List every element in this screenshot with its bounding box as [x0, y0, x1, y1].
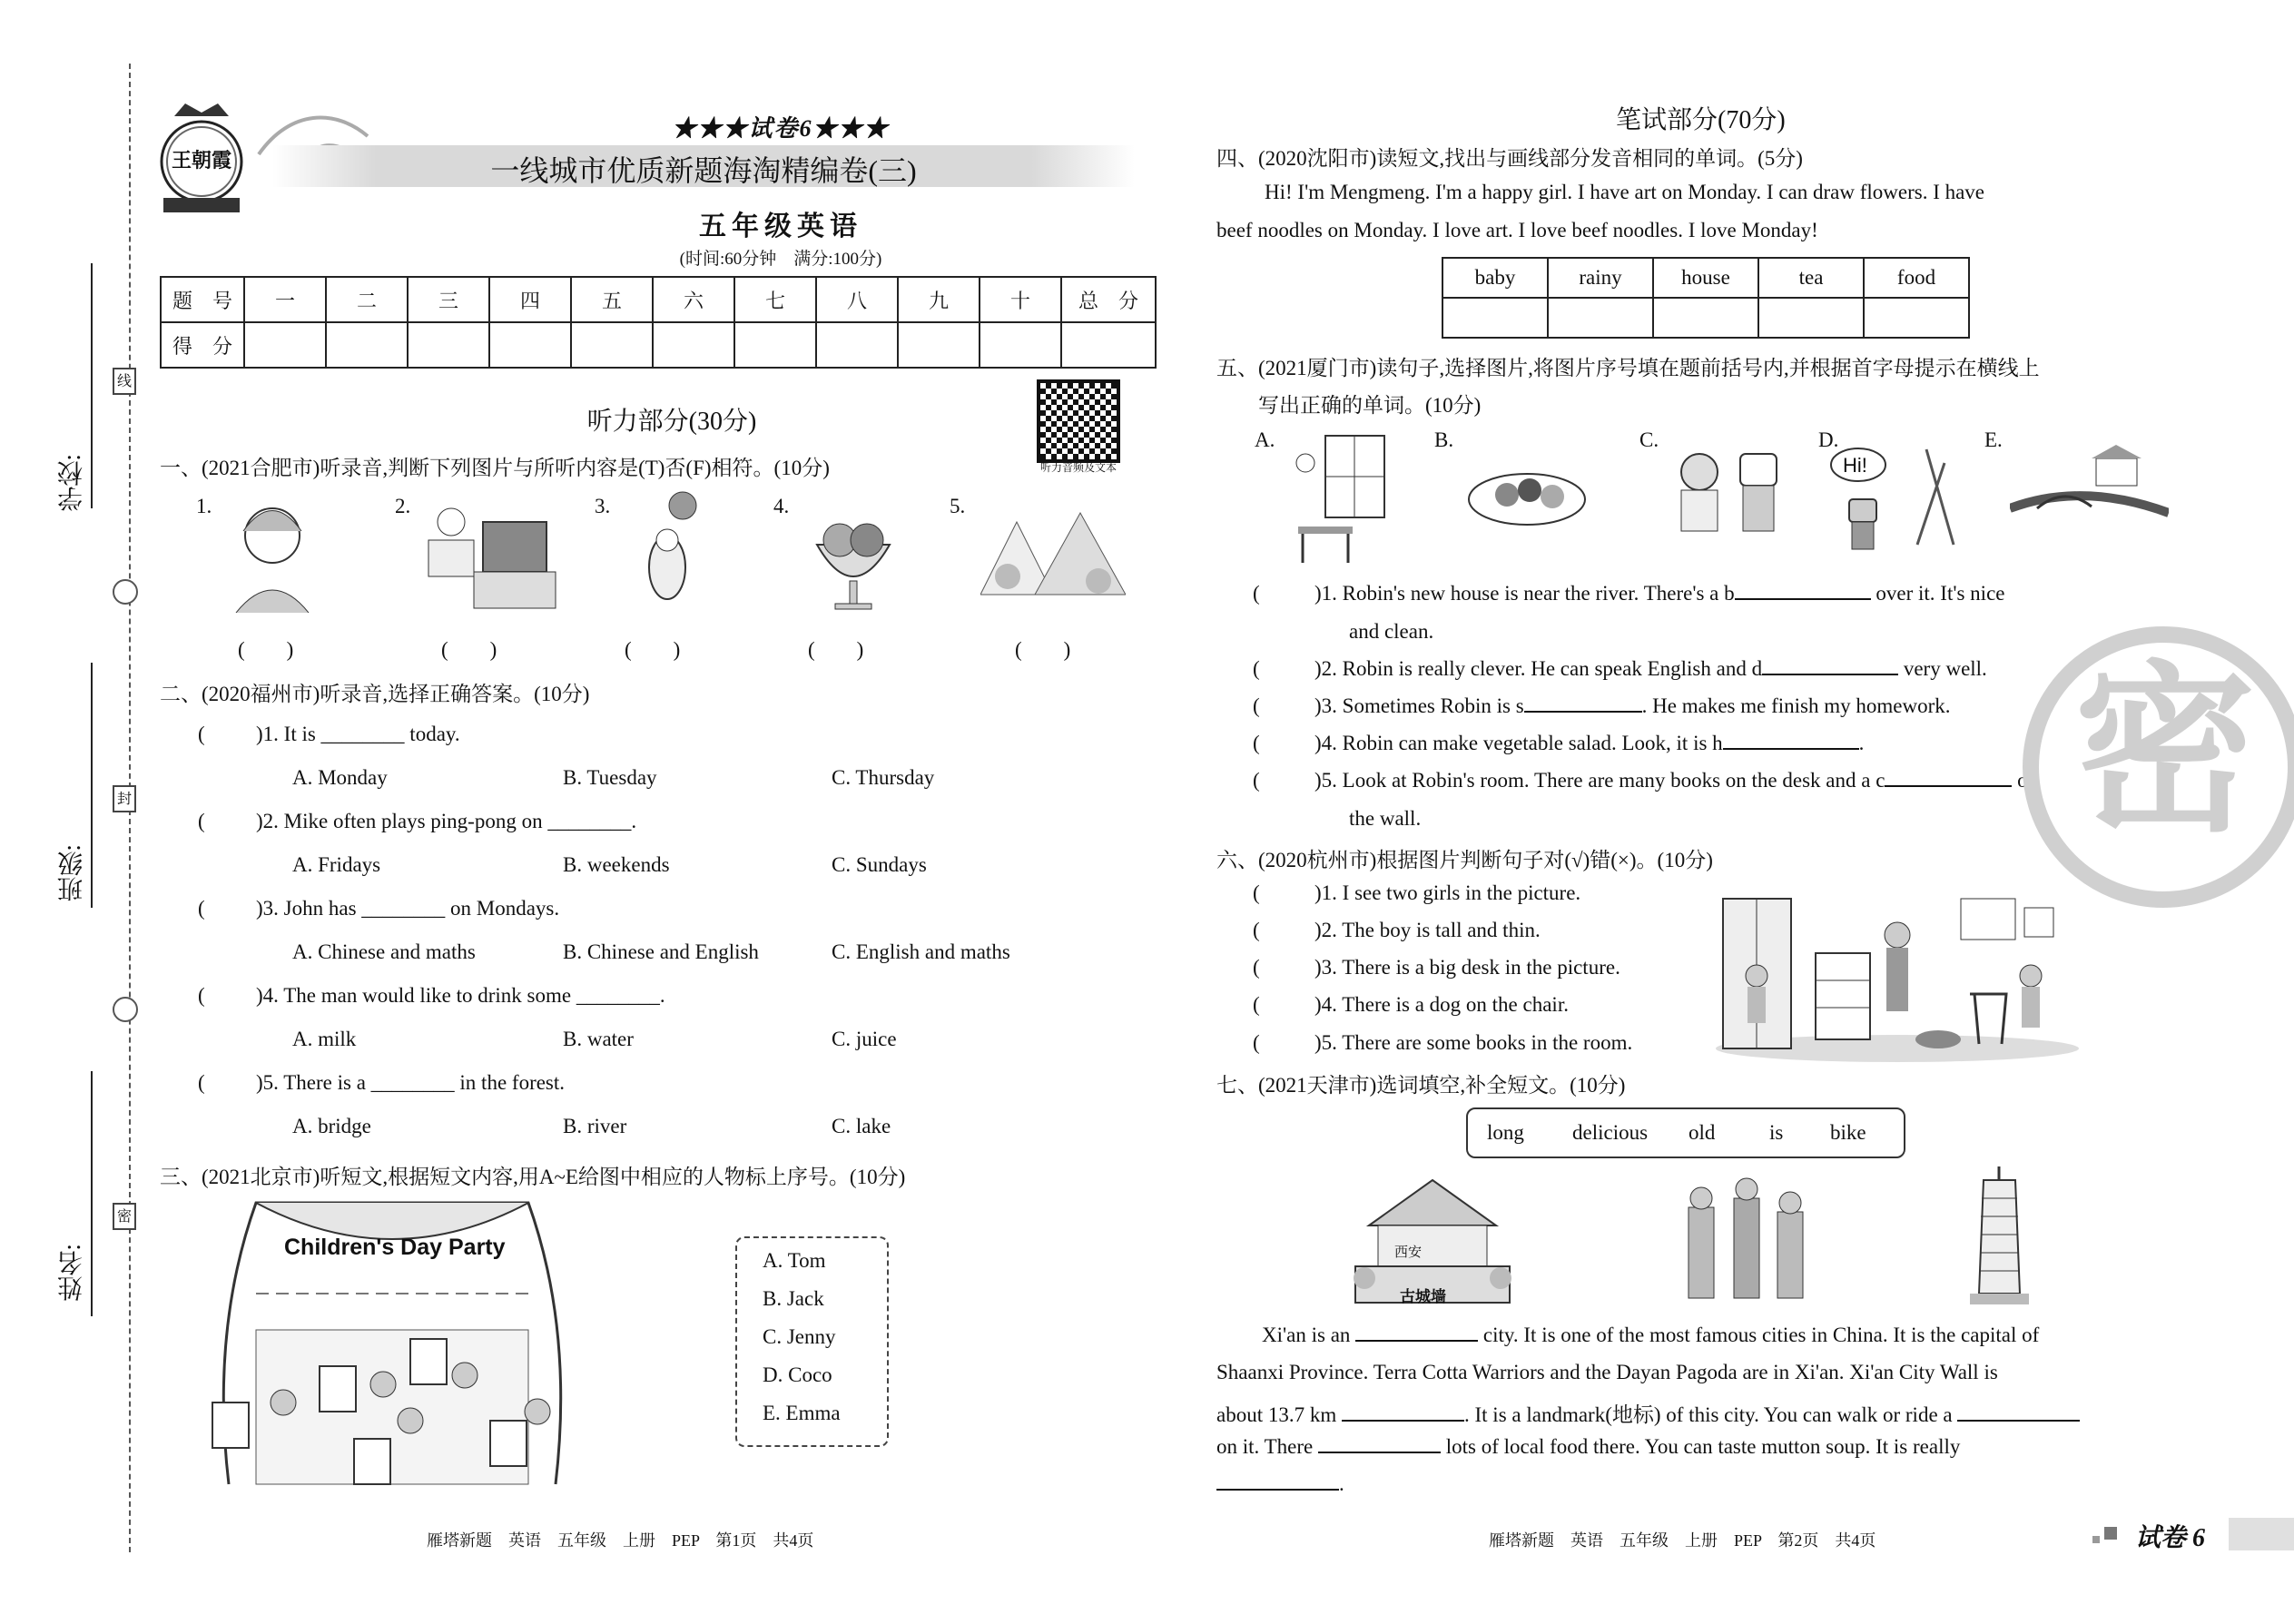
s3-name-option: D. Coco: [763, 1363, 832, 1386]
s5-q3-text-b: . He makes me finish my homework.: [1641, 694, 1951, 717]
s5-pic-label: A.: [1255, 428, 1275, 451]
s2-question-3: )3. John has ________ on Mondays.: [256, 897, 560, 920]
terracotta-warriors-picture: [1670, 1171, 1825, 1307]
stamp-char: 密: [2073, 653, 2256, 853]
river-bridge-house-picture: [2010, 445, 2169, 536]
room-with-children-picture: [1716, 894, 2079, 1062]
s2-option-c[interactable]: C. Sundays: [832, 853, 927, 876]
right-page-footer: 雁塔新题 英语 五年级 上册 PEP 第2页 共4页: [1489, 1531, 1876, 1550]
school-line: [91, 263, 93, 508]
s5-question-4: [1314, 732, 1864, 755]
s1-answer-paren[interactable]: ( ): [625, 638, 681, 661]
s6-statement-2: )2. The boy is tall and thin.: [1314, 919, 1541, 941]
hi-speech-bubble: Hi!: [1843, 454, 1867, 477]
word-bank-word: bike: [1830, 1121, 1866, 1144]
s4-word: food: [1864, 258, 1969, 298]
name-label: 姓名:: [58, 1244, 86, 1302]
section1-title: 一、(2021合肥市)听录音,判断下列图片与所听内容是(T)否(F)相符。(10分): [160, 457, 830, 479]
s5-pic-label: C.: [1639, 428, 1659, 451]
s6-open-paren[interactable]: (: [1253, 881, 1260, 904]
s6-open-paren[interactable]: (: [1253, 919, 1260, 941]
s5-q4-text-a: )4. Robin can make vegetable salad. Look, it is h: [1314, 732, 1723, 754]
s3-name-option: C. Jenny: [763, 1325, 836, 1348]
score-header-cell: 二: [326, 277, 408, 322]
s7-text: on it. There: [1216, 1435, 1314, 1458]
s2-option-c[interactable]: C. Thursday: [832, 766, 935, 789]
score-cell[interactable]: [326, 322, 408, 368]
s2-option-a[interactable]: A. Fridays: [292, 853, 381, 876]
section6-title: 六、(2020杭州市)根据图片判断句子对(√)错(×)。(10分): [1216, 849, 1713, 871]
s2-open-paren[interactable]: (: [198, 810, 205, 832]
score-header-cell: 七: [734, 277, 816, 322]
score-cell[interactable]: [489, 322, 571, 368]
s5-q3-text-a: )3. Sometimes Robin is s: [1314, 694, 1524, 717]
s1-num: 4.: [773, 495, 790, 517]
s2-option-a[interactable]: A. milk: [292, 1028, 357, 1050]
s1-num: 1.: [196, 495, 212, 517]
city-wall-sign-bottom: 古城墙: [1400, 1288, 1446, 1305]
s2-option-b[interactable]: B. Chinese and English: [563, 940, 759, 963]
s4-word-table: [1442, 257, 1970, 339]
series-title: 一线城市优质新题海淘精编卷(三): [490, 154, 917, 187]
s5-open-paren[interactable]: (: [1253, 769, 1260, 792]
score-header-cell: 题 号: [161, 277, 244, 322]
corner-decoration: [2104, 1527, 2117, 1540]
s4-answer-cell[interactable]: [1864, 298, 1969, 338]
s2-option-a[interactable]: A. Chinese and maths: [292, 940, 476, 963]
s1-answer-paren[interactable]: ( ): [441, 638, 497, 661]
score-cell[interactable]: [653, 322, 734, 368]
time-info: (时间:60分钟 满分:100分): [679, 250, 882, 269]
s2-open-paren[interactable]: (: [198, 723, 205, 745]
s4-answer-cell[interactable]: [1548, 298, 1653, 338]
s5-pic-label: B.: [1434, 428, 1454, 451]
city-wall-sign-top: 西安: [1394, 1245, 1423, 1260]
ice-cream-sundae-picture: [808, 508, 899, 613]
score-cell[interactable]: [571, 322, 653, 368]
s2-question-4: )4. The man would like to drink some ________.: [256, 984, 665, 1007]
girl-and-robot-picture: [1663, 445, 1790, 536]
s7-answer-blank[interactable]: [1216, 1472, 1339, 1491]
section5-title: 五、(2021厦门市)读句子,选择图片,将图片序号填在题前括号内,并根据首字母提示在横线上: [1216, 357, 2040, 379]
s5-question-3: [1314, 694, 1950, 718]
s4-word: baby: [1442, 258, 1548, 298]
s7-answer-blank[interactable]: [1342, 1403, 1464, 1422]
score-table: [160, 276, 1157, 369]
paper-number: ★★★试卷6★★★: [672, 115, 890, 142]
score-header-cell: 五: [571, 277, 653, 322]
seal-char-feng: 封: [113, 785, 136, 812]
s2-option-b[interactable]: B. weekends: [563, 853, 670, 876]
corner-band: [2229, 1518, 2294, 1550]
score-cell[interactable]: [816, 322, 898, 368]
s3-name-option: A. Tom: [763, 1249, 826, 1272]
s6-open-paren[interactable]: (: [1253, 1031, 1260, 1054]
word-bank-word: delicious: [1572, 1121, 1649, 1144]
score-header-cell: 四: [489, 277, 571, 322]
score-header-cell: 总 分: [1061, 277, 1156, 322]
s5-pic-label: D.: [1818, 428, 1839, 451]
s6-statement-4: )4. There is a dog on the chair.: [1314, 993, 1569, 1016]
s5-q2-text-b: very well.: [1903, 657, 1987, 680]
dayan-pagoda-picture: [1965, 1166, 2033, 1307]
s7-passage-line-1: [1262, 1324, 2039, 1347]
s6-statement-5: )5. There are some books in the room.: [1314, 1031, 1633, 1054]
s3-name-option: E. Emma: [763, 1402, 841, 1424]
score-cell[interactable]: [1061, 322, 1156, 368]
s5-question-5-cont: the wall.: [1349, 807, 1422, 830]
s2-open-paren[interactable]: (: [198, 1071, 205, 1094]
s5-question-1: [1314, 582, 2005, 605]
s5-open-paren[interactable]: (: [1253, 582, 1260, 605]
word-bank-word: long: [1487, 1121, 1524, 1144]
section3-title: 三、(2021北京市)听短文,根据短文内容,用A~E给图中相应的人物标上序号。(10分): [160, 1166, 906, 1188]
s2-option-b[interactable]: B. water: [563, 1028, 634, 1050]
s5-answer-blank[interactable]: [1885, 769, 2012, 787]
s1-answer-paren[interactable]: ( ): [808, 638, 864, 661]
name-line: [91, 1071, 93, 1316]
section2-title: 二、(2020福州市)听录音,选择正确答案。(10分): [160, 683, 590, 705]
score-cell[interactable]: [244, 322, 326, 368]
s2-option-b[interactable]: B. Tuesday: [563, 766, 657, 789]
seal-char-mi: 密: [113, 1203, 136, 1230]
s2-question-1: )1. It is ________ today.: [256, 723, 460, 745]
salad-plate-picture: [1466, 458, 1589, 531]
s5-q1-text-a: )1. Robin's new house is near the river. There's a b: [1314, 582, 1735, 605]
s5-q5-text-b: on: [2017, 769, 2039, 792]
section4-title: 四、(2020沈阳市)读短文,找出与画线部分发音相同的单词。(5分): [1216, 147, 1803, 170]
s7-passage-line-2: Shaanxi Province. Terra Cotta Warriors and the Dayan Pagoda are in Xi'an. Xi'an City Wall is: [1216, 1361, 1998, 1383]
s2-option-c[interactable]: C. English and maths: [832, 940, 1010, 963]
s7-text: . It is a landmark(地标) of this city. You can walk or ride a: [1464, 1403, 1953, 1426]
score-cell[interactable]: [980, 322, 1061, 368]
s2-open-paren[interactable]: (: [198, 984, 205, 1007]
binding-hole-icon: [113, 579, 138, 605]
word-bank-word: old: [1689, 1121, 1716, 1144]
s7-text: about 13.7 km: [1216, 1403, 1337, 1426]
listening-title: 听力部分(30分): [586, 408, 757, 436]
section5-title-cont: 写出正确的单词。(10分): [1258, 394, 1482, 417]
s2-option-c[interactable]: C. juice: [832, 1028, 897, 1050]
s2-question-2: )2. Mike often plays ping-pong on ________.: [256, 810, 637, 832]
s5-open-paren[interactable]: (: [1253, 657, 1260, 680]
s5-answer-blank[interactable]: [1762, 657, 1898, 675]
s1-num: 3.: [595, 495, 611, 517]
s1-answer-paren[interactable]: ( ): [1015, 638, 1071, 661]
s5-answer-blank[interactable]: [1524, 694, 1642, 713]
s4-passage-line: Hi! I'm Mengmeng. I'm a happy girl. I have art on Monday. I can draw flowers. I have: [1265, 181, 1985, 203]
score-cell[interactable]: [898, 322, 980, 368]
s7-answer-blank[interactable]: [1318, 1435, 1441, 1453]
s4-word: rainy: [1548, 258, 1653, 298]
s1-num: 5.: [950, 495, 966, 517]
s5-open-paren[interactable]: (: [1253, 732, 1260, 754]
score-header-cell: 一: [244, 277, 326, 322]
s5-question-1-cont: and clean.: [1349, 620, 1434, 643]
s2-option-a[interactable]: A. bridge: [292, 1115, 371, 1137]
window-room-picture: [1289, 431, 1389, 563]
score-row-label: 得 分: [161, 322, 244, 368]
paper-corner-label: 试卷 6: [2135, 1524, 2206, 1552]
forest-mountain-picture: [980, 504, 1126, 604]
s6-open-paren[interactable]: (: [1253, 993, 1260, 1016]
s7-answer-blank[interactable]: [1355, 1324, 1478, 1342]
s4-passage-line: beef noodles on Monday. I love art. I love beef noodles. I love Monday!: [1216, 219, 1818, 241]
written-part-title: 笔试部分(70分): [1616, 106, 1786, 134]
s7-text: city. It is one of the most famous cities in China. It is the capital of: [1482, 1324, 2040, 1346]
s1-answer-paren[interactable]: ( ): [238, 638, 294, 661]
s5-question-5: [1314, 769, 2038, 792]
party-banner-text: Children's Day Party: [284, 1235, 506, 1260]
s4-word: house: [1653, 258, 1758, 298]
score-header-cell: 八: [816, 277, 898, 322]
score-header-cell: 六: [653, 277, 734, 322]
score-value-row: [161, 322, 1156, 368]
s5-q4-text-b: .: [1858, 732, 1865, 754]
s5-open-paren[interactable]: (: [1253, 694, 1260, 717]
binding-hole-icon: [113, 997, 138, 1022]
s4-word: tea: [1758, 258, 1864, 298]
score-cell[interactable]: [734, 322, 816, 368]
score-header-cell: 十: [980, 277, 1061, 322]
corner-decoration: [2092, 1536, 2100, 1543]
score-header-row: [161, 277, 1156, 322]
s4-answer-cell[interactable]: [1758, 298, 1864, 338]
class-label: 班级:: [58, 844, 86, 902]
s6-statement-1: )1. I see two girls in the picture.: [1314, 881, 1581, 904]
s5-answer-blank[interactable]: [1723, 732, 1859, 750]
s3-name-option: B. Jack: [763, 1287, 824, 1310]
s5-q5-text-a: )5. Look at Robin's room. There are many books on the desk and a c: [1314, 769, 1885, 792]
s7-text: Xi'an is an: [1262, 1324, 1351, 1346]
s7-passage-line-4: [1216, 1435, 1960, 1459]
school-label: 学校:: [58, 454, 86, 512]
s4-answer-cell[interactable]: [1442, 298, 1548, 338]
s2-option-c[interactable]: C. lake: [832, 1115, 891, 1137]
watching-tv-picture: [419, 495, 565, 613]
s2-option-a[interactable]: A. Monday: [292, 766, 388, 789]
s2-open-paren[interactable]: (: [198, 897, 205, 920]
s7-text: lots of local food there. You can taste mutton soup. It is really: [1445, 1435, 1961, 1458]
s2-option-b[interactable]: B. river: [563, 1115, 627, 1137]
s5-question-2: [1314, 657, 1987, 681]
s7-text: .: [1339, 1472, 1344, 1495]
s5-pic-label: E.: [1984, 428, 2003, 451]
section7-title: 七、(2021天津市)选词填空,补全短文。(10分): [1216, 1074, 1626, 1097]
s2-question-5: )5. There is a ________ in the forest.: [256, 1071, 566, 1094]
s5-q2-text-a: )2. Robin is really clever. He can speak English and d: [1314, 657, 1763, 680]
seal-char-xian: 线: [113, 368, 136, 395]
badge-logo-text: 王朝霞: [171, 149, 231, 172]
score-cell[interactable]: [408, 322, 489, 368]
score-header-cell: 九: [898, 277, 980, 322]
qr-caption: 听力音频及文本: [1039, 461, 1117, 474]
s5-q1-text-b: over it. It's nice: [1876, 582, 2005, 605]
dog-with-ball-picture: [626, 490, 708, 617]
s7-passage-line-5: [1216, 1472, 1344, 1496]
score-header-cell: 三: [408, 277, 489, 322]
s7-answer-blank[interactable]: [1957, 1403, 2080, 1422]
left-page-footer: 雁塔新题 英语 五年级 上册 PEP 第1页 共4页: [427, 1531, 814, 1550]
s5-answer-blank[interactable]: [1735, 582, 1871, 600]
s1-num: 2.: [395, 495, 411, 517]
class-line: [91, 663, 93, 908]
s7-passage-line-3: [1216, 1398, 2080, 1428]
s6-open-paren[interactable]: (: [1253, 956, 1260, 979]
woman-portrait-picture: [227, 495, 318, 613]
word-bank-word: is: [1769, 1121, 1784, 1144]
qr-code[interactable]: [1037, 379, 1120, 463]
subject-title: 五年级英语: [699, 212, 862, 241]
s6-statement-3: )3. There is a big desk in the picture.: [1314, 956, 1620, 979]
s4-answer-cell[interactable]: [1653, 298, 1758, 338]
